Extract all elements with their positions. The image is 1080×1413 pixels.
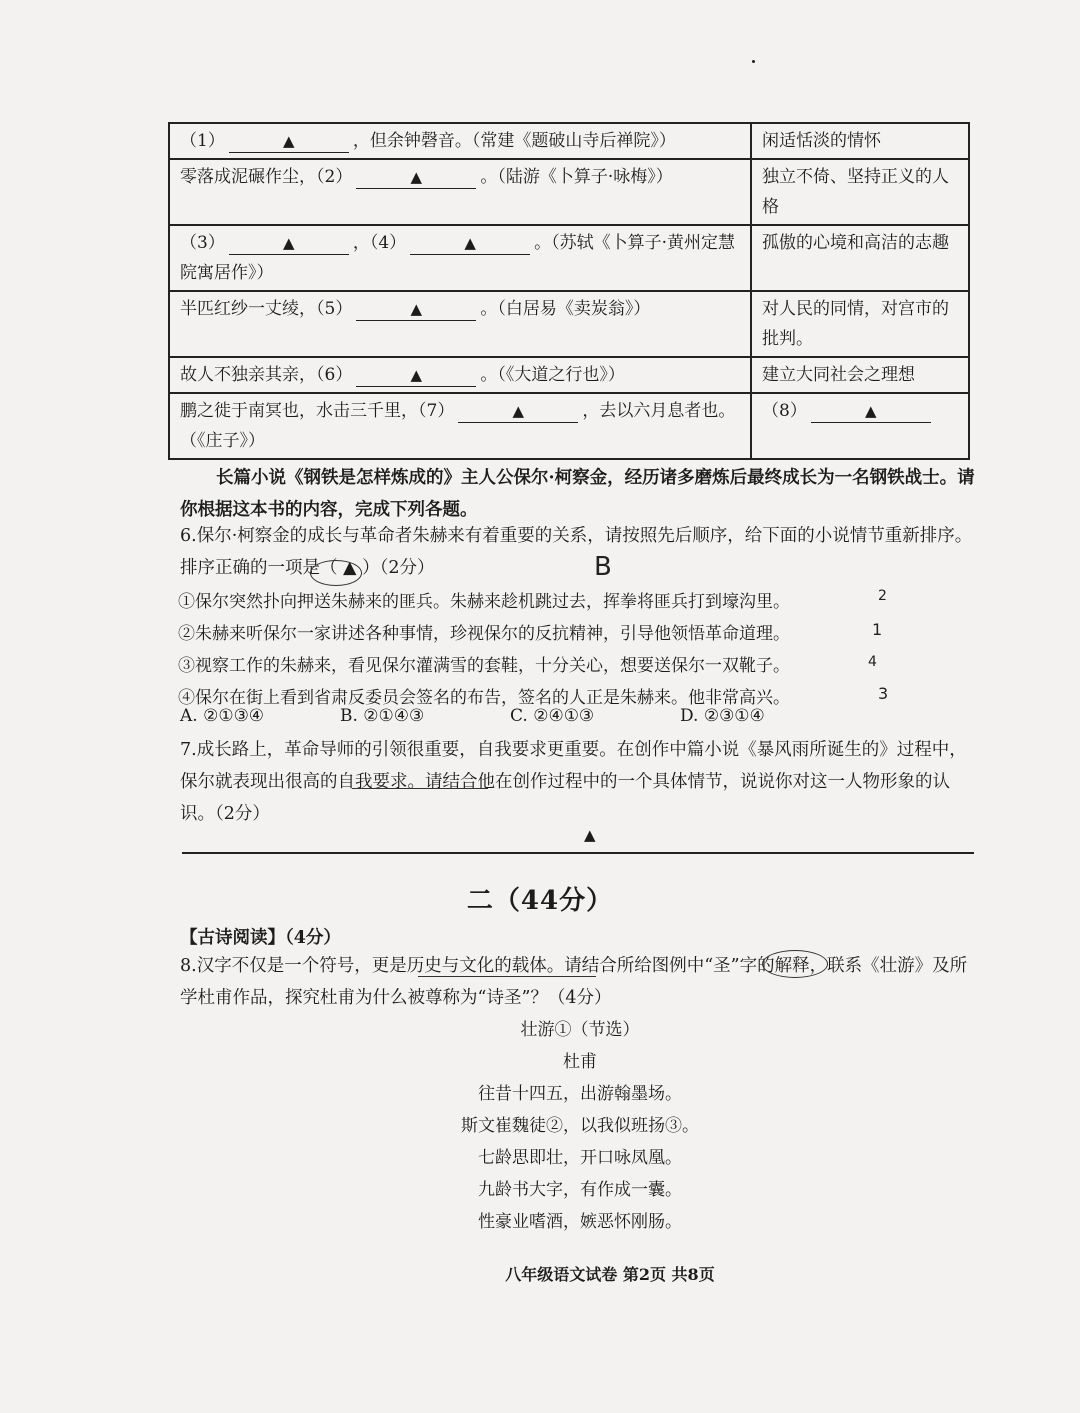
- choice-b: B. ②①④③: [340, 706, 425, 726]
- verse-text: 半匹红纱一丈绫，（5）: [180, 299, 353, 319]
- poem-line: 九龄书大字，有作成一囊。: [478, 1180, 682, 1200]
- answer-line: [182, 826, 974, 854]
- table-cell-verse: [169, 123, 751, 159]
- answer-triangle: ▲: [410, 168, 423, 186]
- verse-text: （3）: [180, 233, 225, 253]
- circle-mark-2: [762, 950, 828, 978]
- table-cell-verse: [169, 357, 751, 393]
- circle-mark: [310, 560, 362, 586]
- poem-line: 性豪业嗜酒，嫉恶怀刚肠。: [478, 1212, 682, 1232]
- answer-blank[interactable]: [410, 232, 530, 255]
- verse-text: 故人不独亲其亲，（6）: [180, 365, 353, 385]
- answer-triangle: ▲: [464, 234, 476, 252]
- handwritten-answer: B: [594, 552, 612, 582]
- choice-a: A. ②①③④: [180, 706, 265, 726]
- table-row: [169, 393, 969, 459]
- table-row: [169, 123, 969, 159]
- hand-mark-4: 3: [878, 684, 889, 703]
- poem-line: 七龄思即壮，开口咏凤凰。: [478, 1148, 682, 1168]
- underline-mark: [352, 788, 488, 789]
- choice-d: D. ②③①④: [680, 706, 765, 726]
- answer-triangle: ▲: [512, 402, 525, 420]
- theme-text: 孤傲的心境和高洁的志趣: [762, 233, 949, 253]
- table-row: [169, 225, 969, 291]
- answer-triangle: ▲: [584, 826, 596, 844]
- speck: [752, 60, 755, 63]
- answer-blank[interactable]: [356, 166, 476, 189]
- question-6: 6.保尔·柯察金的成长与革命者朱赫来有着重要的关系，请按照先后顺序，给下面的小说情节重新排序。排序正确的一项是（ ▲ ）（2分）: [180, 526, 973, 578]
- table-cell-verse: [169, 225, 751, 291]
- table-row: [169, 159, 969, 225]
- answer-blank[interactable]: [229, 232, 349, 255]
- answer-blank[interactable]: [811, 400, 931, 423]
- answer-triangle: ▲: [865, 402, 877, 420]
- part-2-title: 二（44分）: [466, 886, 614, 916]
- hand-mark-1: 2: [878, 588, 887, 604]
- theme-text: （8）: [762, 401, 807, 421]
- option-2: ②朱赫来听保尔一家讲述各种事情，珍视保尔的反抗精神，引导他领悟革命道理。: [178, 624, 790, 644]
- poem-title: 壮游①（节选）: [520, 1020, 640, 1040]
- answer-triangle: ▲: [283, 132, 295, 150]
- verse-text: 。（苏轼《卜算子·黄州定慧院寓居作》）: [180, 233, 736, 283]
- poem-line: 往昔十四五，出游翰墨场。: [478, 1084, 682, 1104]
- table-cell-verse: [169, 393, 751, 459]
- verse-text: （1）: [180, 131, 225, 151]
- theme-text: 建立大同社会之理想: [762, 365, 915, 385]
- theme-text: 对人民的同情，对宫市的批判。: [762, 299, 949, 349]
- question-8: 8.汉字不仅是一个符号，更是历史与文化的载体。请结合所给图例中“圣”字的解释，联系《壮游》及所学杜甫作品，探究杜甫为什么被尊称为“诗圣”？（4分）: [180, 956, 968, 1008]
- table-cell-theme: [751, 291, 969, 357]
- question-7: 7.成长路上，革命导师的引领很重要，自我要求更重要。在创作中篇小说《暴风雨所诞生的》过程中，保尔就表现出很高的自我要求。请结合他在创作过程中的一个具体情节，说说你对这一人物形象的认识。（2分）: [180, 740, 967, 824]
- table-cell-verse: [169, 159, 751, 225]
- hand-mark-3: 4: [868, 654, 877, 670]
- table-row: [169, 357, 969, 393]
- table-cell-theme: [751, 225, 969, 291]
- verse-text: 。（白居易《卖炭翁》）: [480, 299, 651, 319]
- theme-text: 闲适恬淡的情怀: [762, 131, 881, 151]
- verse-text: 。（陆游《卜算子·咏梅》）: [480, 167, 673, 187]
- poem: [0, 1014, 1080, 1238]
- answer-blank[interactable]: [356, 364, 476, 387]
- answer-triangle: ▲: [410, 300, 423, 318]
- answer-triangle: ▲: [410, 366, 423, 384]
- answer-blank[interactable]: [458, 400, 578, 423]
- hand-mark-2: 1: [872, 620, 883, 639]
- verse-text: ，但余钟磬音。（常建《题破山寺后禅院》）: [352, 131, 676, 151]
- poetry-fill-table: [168, 122, 970, 460]
- verse-text: 零落成泥碾作尘，（2）: [180, 167, 353, 187]
- table-cell-theme: [751, 159, 969, 225]
- theme-text: 独立不倚、坚持正义的人格: [762, 167, 949, 217]
- poem-line: 斯文崔魏徒②，以我似班扬③。: [461, 1116, 699, 1136]
- answer-blank[interactable]: [229, 130, 349, 153]
- option-1: ①保尔突然扑向押送朱赫来的匪兵。朱赫来趁机跳过去，挥拳将匪兵打到壕沟里。: [178, 592, 790, 612]
- table-cell-theme: [751, 357, 969, 393]
- poem-author: 杜甫: [563, 1052, 597, 1072]
- option-4: ④保尔在街上看到省肃反委员会签名的布告，签名的人正是朱赫来。他非常高兴。: [178, 688, 790, 708]
- verse-text: ，去以六月息者也。（《庄子》）: [180, 401, 736, 451]
- question-6-choices: [180, 706, 980, 726]
- table-cell-theme: [751, 393, 969, 459]
- question-6-options: [178, 586, 978, 714]
- verse-text: 鹏之徙于南冥也，水击三千里，（7）: [180, 401, 455, 421]
- novel-intro: 长篇小说《钢铁是怎样炼成的》主人公保尔·柯察金，经历诸多磨炼后最终成长为一名钢铁战士。请你根据这本书的内容，完成下列各题。: [180, 468, 975, 520]
- answer-triangle: ▲: [283, 234, 295, 252]
- answer-blank[interactable]: [356, 298, 476, 321]
- table-cell-theme: [751, 123, 969, 159]
- choice-c: C. ②④①③: [510, 706, 595, 726]
- table-row: [169, 291, 969, 357]
- option-3: ③视察工作的朱赫来，看见保尔灌满雪的套鞋，十分关心，想要送保尔一双靴子。: [178, 656, 790, 676]
- verse-text: 。（《大道之行也》）: [480, 365, 625, 385]
- underline-mark-2: [418, 976, 596, 977]
- page-footer: 八年级语文试卷 第2页 共8页: [505, 1265, 715, 1284]
- table-cell-verse: [169, 291, 751, 357]
- verse-text: ，（4）: [352, 233, 407, 253]
- section-heading: 【古诗阅读】（4分）: [180, 928, 341, 948]
